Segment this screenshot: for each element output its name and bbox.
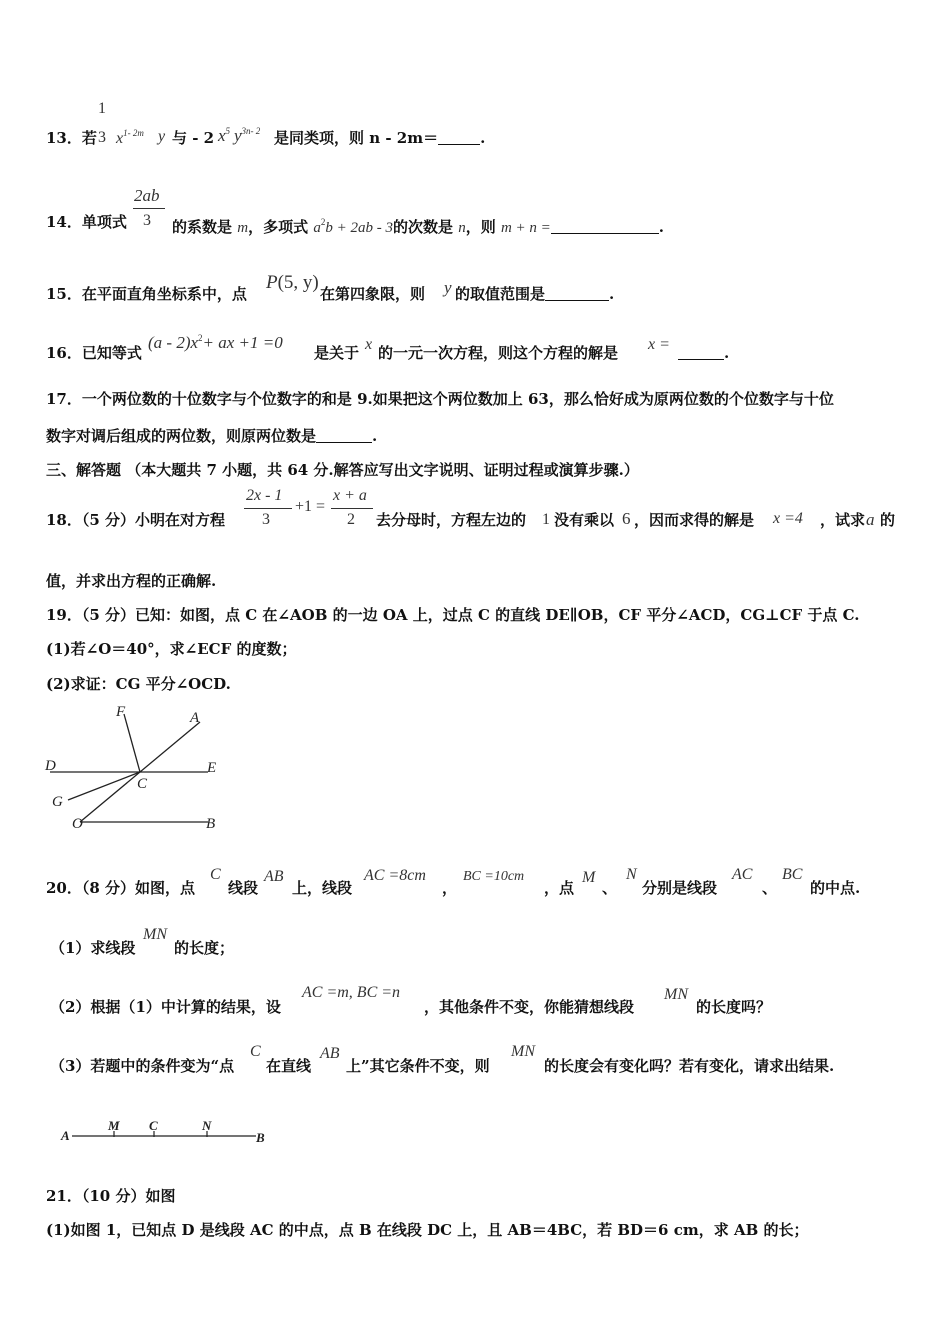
q20-part3: （3）若题中的条件变为“点 (50, 1057, 235, 1075)
q18-line-2: 值，并求出方程的正确解. (46, 572, 217, 590)
q16-equation: $(a - 2)x^2+$ ax +1 =0 (148, 333, 283, 352)
q13-y: y (158, 128, 166, 145)
q20-point-m: M (582, 869, 596, 886)
label-d: D (45, 758, 56, 774)
q20-point-n: N (626, 866, 637, 883)
q20-part2-tail-2: 的长度吗？ (696, 998, 772, 1016)
q19-line-3: (2)求证：CG 平分∠OCD. (46, 675, 231, 693)
label-n: N (202, 1118, 212, 1133)
q16-number: 16．已知等式 (46, 344, 142, 362)
q20-comma: ， (442, 879, 458, 897)
ray-cf (124, 714, 140, 772)
q13-number: 13．若 (46, 129, 97, 147)
q13-fraction-denominator: 3 (98, 129, 106, 146)
q20-part3-mn: MN (511, 1043, 535, 1060)
label-c: C (149, 1118, 158, 1133)
q18-t1: 去分母时，方程左边的 (376, 511, 527, 529)
q13-tail: 是同类项，则 n - 2m＝ . (274, 129, 486, 147)
label-a: A (190, 710, 200, 726)
q20-t5: 的中点. (810, 879, 861, 897)
q13-x2: $x^5$ (218, 126, 231, 145)
q18-f1-denominator: 3 (262, 511, 270, 528)
q13-y2: $y^{3n- 2}$ (234, 126, 261, 145)
q20-ab: AB (264, 868, 284, 885)
q20-part1-mn: MN (143, 926, 167, 943)
q18-six: 6 (622, 509, 631, 528)
q20-t3: ，点 (544, 879, 575, 897)
q20-dun2: 、 (762, 879, 778, 897)
q15-point: P(5, y) (266, 272, 319, 293)
q20-bc-length: BC =10cm (463, 869, 525, 884)
q19-figure (40, 700, 230, 836)
q13-answer-blank[interactable] (438, 130, 480, 145)
q21-line-2: (1)如图 1，已知点 D 是线段 AC 的中点，点 B 在线段 DC 上，且 AB＝4BC，若 BD＝6 cm，求 AB 的长； (46, 1221, 809, 1239)
q14-body: 的系数是 m，多项式 $a^2b + 2ab - 3$的次数是 n，则 m + n = . (172, 217, 665, 236)
q15-tail: 的取值范围是 . (455, 285, 615, 303)
q20-part3-c: C (250, 1043, 261, 1060)
q18-f2-bar (331, 508, 373, 509)
q20-ac: AC (732, 866, 753, 883)
q20-part3-ab: AB (320, 1045, 340, 1062)
label-c: C (137, 776, 148, 792)
q14-fraction-numerator: 2ab (134, 186, 160, 205)
section-3-heading: 三、解答题 （本大题共 7 小题，共 64 分.解答应写出文字说明、证明过程或演算步骤.） (46, 461, 639, 479)
q16-answer-blank[interactable] (678, 345, 724, 360)
q19-line-2: (1)若∠O＝40°，求∠ECF 的度数； (46, 640, 297, 658)
q15-number: 15．在平面直角坐标系中，点 (46, 285, 247, 303)
q20-bc: BC (782, 866, 803, 883)
label-b: B (206, 816, 216, 832)
q16-x: x (365, 336, 373, 353)
q20-t2: 上，线段 (292, 879, 353, 897)
q20-figure (56, 1112, 276, 1148)
q18-t3: ，因而求得的解是 (634, 511, 755, 529)
q20-dun: 、 (602, 879, 618, 897)
q18-f2-denominator: 2 (347, 511, 355, 528)
q18-t4: ，试求 (820, 511, 866, 529)
q20-part2-expr: AC =m, BC =n (302, 984, 401, 1001)
q18-plus-one: +1 = (295, 498, 326, 515)
q15-y: y (444, 278, 452, 297)
q16-t2: 的一元一次方程，则这个方程的解是 (378, 344, 619, 362)
q13-x: $x^{1- 2m}$ (116, 128, 144, 147)
q20-part3-t2: 在直线 (266, 1057, 312, 1075)
q20-part1: （1）求线段 (50, 939, 136, 957)
q20-part2-mn: MN (664, 986, 688, 1003)
q21-line-1: 21．（10 分）如图 (46, 1187, 176, 1205)
q16-t1: 是关于 (314, 344, 360, 362)
q20-part1-tail: 的长度； (174, 939, 235, 957)
q14-fraction-bar (133, 208, 165, 209)
q17-answer-blank[interactable] (316, 428, 372, 443)
q20-ac-length: AC =8cm (364, 867, 426, 884)
label-a: A (61, 1128, 70, 1143)
label-g: G (52, 794, 63, 810)
q18-f2-numerator: x + a (333, 487, 367, 504)
q18-f1-numerator: 2x - 1 (246, 487, 283, 504)
q18-t5: 的 (880, 511, 896, 529)
q20-point-c: C (210, 866, 221, 883)
q16-tail: . (678, 343, 729, 363)
q18-t2: 没有乘以 (554, 511, 615, 529)
q20-t1: 线段 (228, 879, 259, 897)
q13-fraction-numerator: 1 (98, 100, 106, 117)
q18-f1-bar (244, 508, 292, 509)
q18-one: 1 (542, 511, 550, 528)
q20-part2-tail: ，其他条件不变，你能猜想线段 (424, 998, 635, 1016)
q20-part3-t4: 的长度会有变化吗？若有变化，请求出结果. (544, 1057, 835, 1075)
q17-line-2: 数字对调后组成的两位数，则原两位数是 . (46, 427, 378, 445)
label-f: F (116, 704, 126, 720)
label-b: B (256, 1130, 265, 1145)
label-m: M (108, 1118, 120, 1133)
q15-body: 在第四象限，则 (320, 285, 426, 303)
q14-fraction-denominator: 3 (143, 212, 151, 229)
label-o: O (72, 816, 83, 832)
q20-part2: （2）根据（1）中计算的结果，设 (50, 998, 281, 1016)
q17-line-1: 17．一个两位数的十位数字与个位数字的和是 9.如果把这个两位数加上 63，那么恰好成为原两位数的个位数字与十位 (46, 390, 834, 408)
q15-answer-blank[interactable] (545, 286, 609, 301)
q16-solution: x = (648, 336, 670, 353)
q20-t4: 分别是线段 (642, 879, 718, 897)
ray-cg (68, 772, 140, 800)
q20-number: 20．（8 分）如图，点 (46, 879, 196, 897)
q13-mid-text: 与 - 2 (172, 129, 215, 147)
q18-a: a (866, 510, 875, 529)
q18-number: 18．（5 分）小明在对方程 (46, 511, 226, 529)
q20-part3-t3: 上”其它条件不变，则 (346, 1057, 490, 1075)
q14-number: 14．单项式 (46, 213, 127, 231)
q19-line-1: 19．（5 分）已知：如图，点 C 在∠AOB 的一边 OA 上，过点 C 的直线 DE∥OB，CF 平分∠ACD，CG⊥CF 于点 C. (46, 606, 860, 624)
q14-answer-blank[interactable] (551, 219, 659, 234)
q18-solution: x =4 (773, 510, 803, 527)
label-e: E (207, 760, 217, 776)
